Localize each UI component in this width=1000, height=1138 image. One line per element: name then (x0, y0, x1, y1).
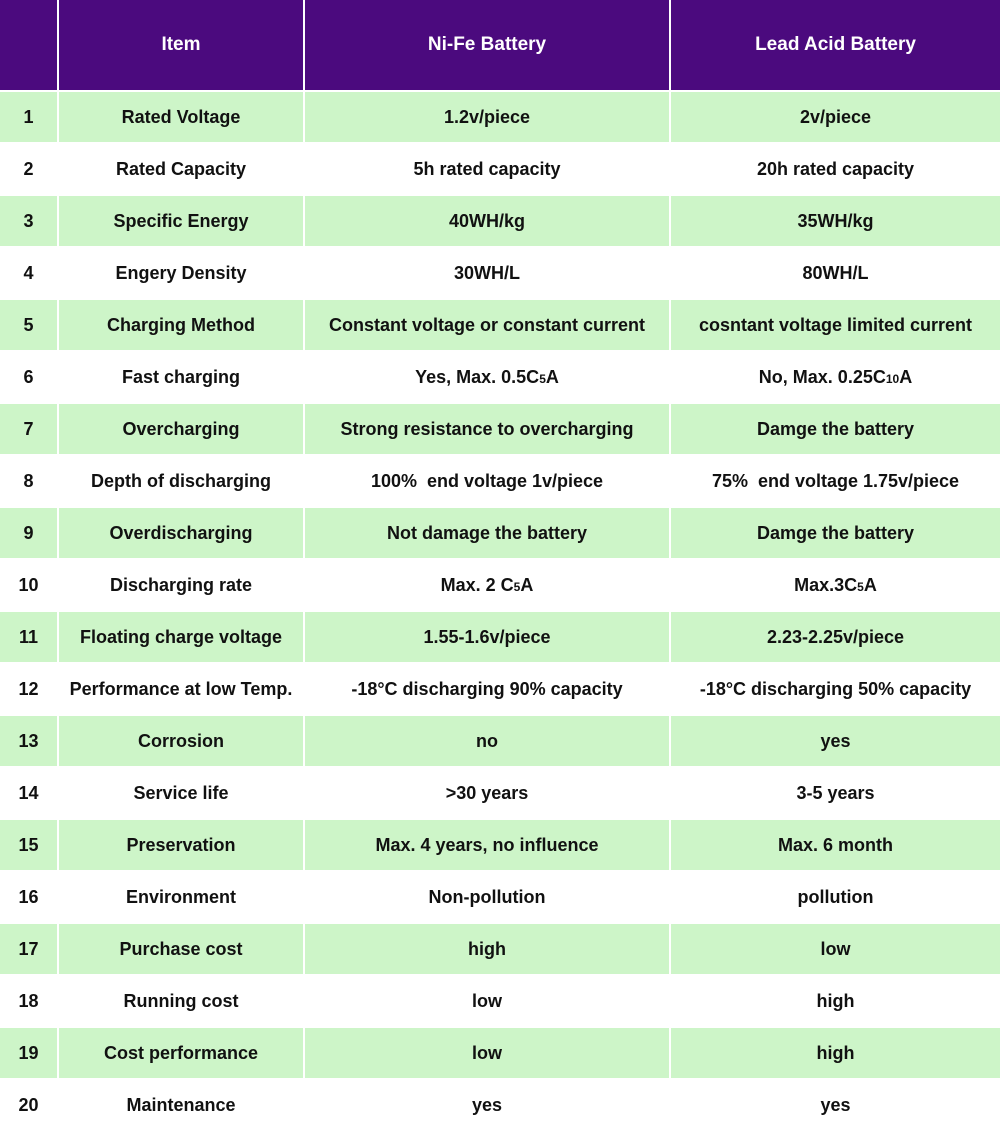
row-item: Overcharging (58, 403, 304, 455)
table-row (0, 455, 1000, 507)
row-number: 7 (0, 403, 58, 455)
lead-value-unit: A (863, 574, 877, 595)
row-number: 14 (0, 767, 58, 819)
row-number: 11 (0, 611, 58, 663)
row-number: 9 (0, 507, 58, 559)
row-number: 1 (0, 91, 58, 143)
table-header-row (0, 0, 1000, 91)
row-nife-value: Not damage the battery (304, 507, 670, 559)
lead-value-subscript: 5 (857, 579, 864, 594)
table-row (0, 611, 1000, 663)
row-item: Running cost (58, 975, 304, 1027)
table-row (0, 871, 1000, 923)
header-item: Item (58, 0, 304, 91)
row-lead-value: pollution (670, 871, 1000, 923)
table-row (0, 507, 1000, 559)
header-nife-battery: Ni-Fe Battery (304, 0, 670, 91)
row-nife-value: -18°C discharging 90% capacity (304, 663, 670, 715)
row-item: Preservation (58, 819, 304, 871)
row-item: Corrosion (58, 715, 304, 767)
row-number: 15 (0, 819, 58, 871)
row-nife-value: 1.2v/piece (304, 91, 670, 143)
row-item: Performance at low Temp. (58, 663, 304, 715)
table-row (0, 91, 1000, 143)
table-row (0, 1027, 1000, 1079)
row-lead-value: 75% end voltage 1.75v/piece (670, 455, 1000, 507)
row-nife-value (304, 559, 670, 611)
row-nife-value: 5h rated capacity (304, 143, 670, 195)
row-lead-value: 80WH/L (670, 247, 1000, 299)
row-number: 17 (0, 923, 58, 975)
table-row (0, 299, 1000, 351)
table-row (0, 1079, 1000, 1130)
table-row (0, 195, 1000, 247)
row-nife-value: 40WH/kg (304, 195, 670, 247)
row-item: Purchase cost (58, 923, 304, 975)
row-nife-value: low (304, 1027, 670, 1079)
row-lead-value (670, 351, 1000, 403)
row-number: 20 (0, 1079, 58, 1130)
row-lead-value: low (670, 923, 1000, 975)
row-lead-value: 20h rated capacity (670, 143, 1000, 195)
row-item: Maintenance (58, 1079, 304, 1130)
row-item: Cost performance (58, 1027, 304, 1079)
table-row (0, 819, 1000, 871)
table-row (0, 975, 1000, 1027)
row-lead-value: 35WH/kg (670, 195, 1000, 247)
row-lead-value: 2.23-2.25v/piece (670, 611, 1000, 663)
nife-value-subscript: 5 (539, 371, 546, 386)
row-number: 2 (0, 143, 58, 195)
row-item: Rated Capacity (58, 143, 304, 195)
table-row (0, 403, 1000, 455)
row-lead-value: high (670, 1027, 1000, 1079)
row-number: 19 (0, 1027, 58, 1079)
row-item: Charging Method (58, 299, 304, 351)
nife-value-main: Yes, Max. 0.5C (415, 366, 540, 387)
nife-value-main: Max. 2 C (440, 574, 514, 595)
row-lead-value: -18°C discharging 50% capacity (670, 663, 1000, 715)
row-number: 12 (0, 663, 58, 715)
row-lead-value (670, 559, 1000, 611)
nife-value-subscript: 5 (513, 579, 521, 594)
table-row (0, 351, 1000, 403)
row-lead-value: Damge the battery (670, 507, 1000, 559)
row-nife-value: 1.55-1.6v/piece (304, 611, 670, 663)
row-lead-value: cosntant voltage limited current (670, 299, 1000, 351)
row-item: Environment (58, 871, 304, 923)
row-lead-value: yes (670, 715, 1000, 767)
row-number: 18 (0, 975, 58, 1027)
row-number: 4 (0, 247, 58, 299)
row-item: Service life (58, 767, 304, 819)
row-number: 8 (0, 455, 58, 507)
nife-value-unit: A (545, 366, 559, 387)
header-index (0, 0, 58, 91)
row-number: 13 (0, 715, 58, 767)
row-item: Engery Density (58, 247, 304, 299)
row-nife-value: no (304, 715, 670, 767)
table-row (0, 715, 1000, 767)
lead-value-unit: A (899, 366, 913, 387)
row-nife-value: 30WH/L (304, 247, 670, 299)
row-number: 5 (0, 299, 58, 351)
lead-value-subscript: 10 (885, 371, 900, 386)
row-number: 16 (0, 871, 58, 923)
row-item: Discharging rate (58, 559, 304, 611)
row-lead-value: 2v/piece (670, 91, 1000, 143)
table-row (0, 923, 1000, 975)
row-number: 3 (0, 195, 58, 247)
row-nife-value: yes (304, 1079, 670, 1130)
table-row (0, 143, 1000, 195)
row-nife-value: Strong resistance to overcharging (304, 403, 670, 455)
row-lead-value: 3-5 years (670, 767, 1000, 819)
row-number: 6 (0, 351, 58, 403)
row-item: Specific Energy (58, 195, 304, 247)
row-item: Overdischarging (58, 507, 304, 559)
row-nife-value: low (304, 975, 670, 1027)
row-nife-value: Constant voltage or constant current (304, 299, 670, 351)
table-row (0, 663, 1000, 715)
row-item: Depth of discharging (58, 455, 304, 507)
row-lead-value: yes (670, 1079, 1000, 1130)
row-item: Fast charging (58, 351, 304, 403)
nife-value-unit: A (520, 574, 534, 595)
lead-value-main: No, Max. 0.25C (758, 366, 886, 387)
row-item: Floating charge voltage (58, 611, 304, 663)
header-lead-acid-battery: Lead Acid Battery (670, 0, 1000, 91)
row-lead-value: Damge the battery (670, 403, 1000, 455)
row-nife-value: Max. 4 years, no influence (304, 819, 670, 871)
row-lead-value: Max. 6 month (670, 819, 1000, 871)
table-row (0, 559, 1000, 611)
table-row (0, 767, 1000, 819)
row-nife-value (304, 351, 670, 403)
row-nife-value: Non-pollution (304, 871, 670, 923)
row-number: 10 (0, 559, 58, 611)
lead-value-main: Max.3C (794, 574, 858, 595)
row-nife-value: high (304, 923, 670, 975)
row-nife-value: 100% end voltage 1v/piece (304, 455, 670, 507)
row-lead-value: high (670, 975, 1000, 1027)
row-nife-value: >30 years (304, 767, 670, 819)
table-row (0, 247, 1000, 299)
row-item: Rated Voltage (58, 91, 304, 143)
